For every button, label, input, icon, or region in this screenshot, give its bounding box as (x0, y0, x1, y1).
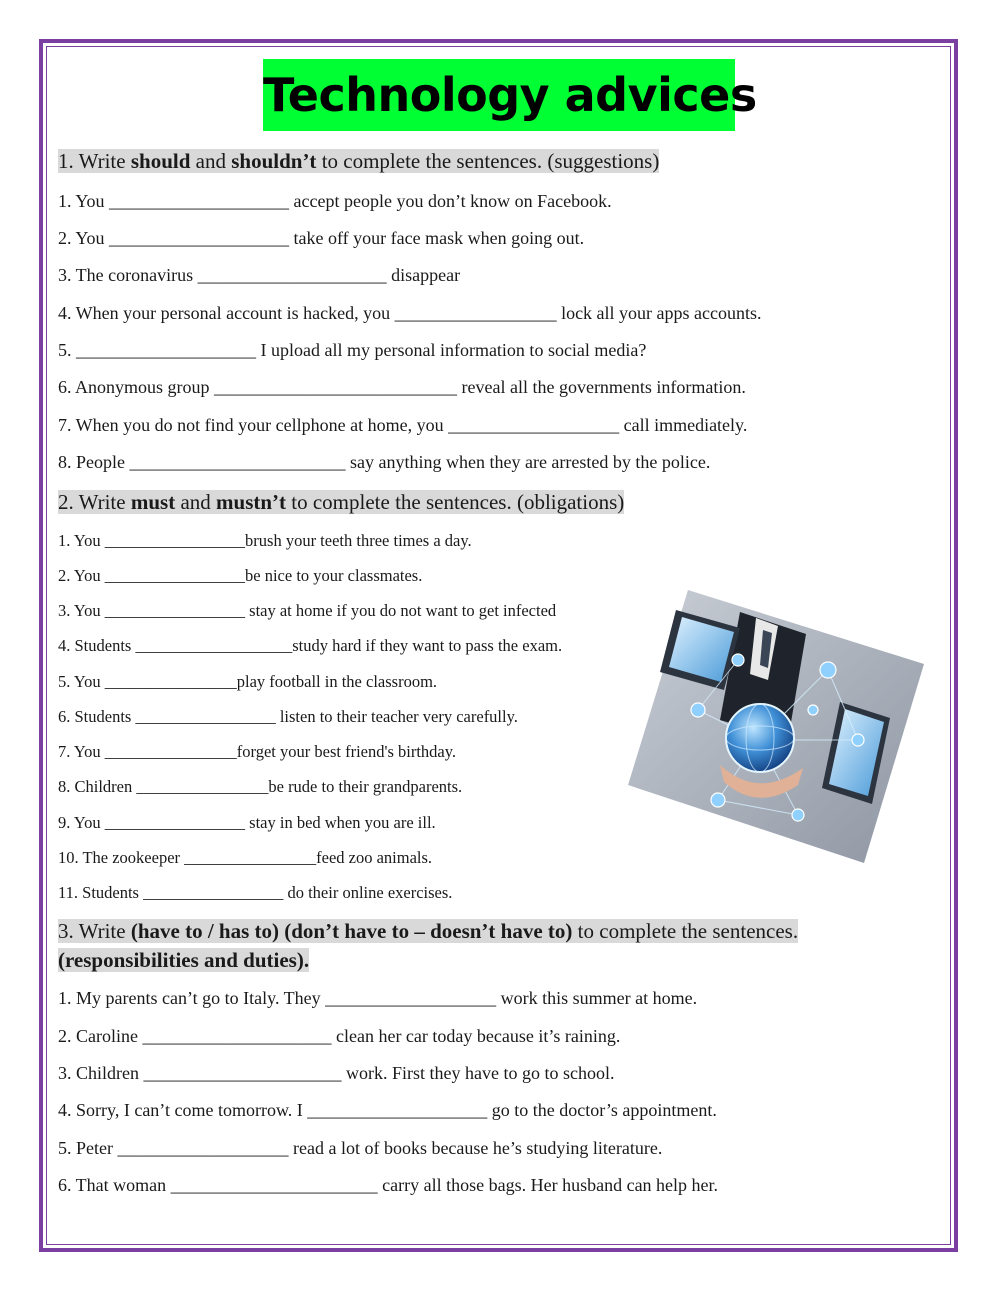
section2-sentence: 1. You _________________brush your teeth three times a day. (58, 531, 472, 550)
section1-sentence: 7. When you do not find your cellphone at home, you ___________________ call immediately. (58, 415, 748, 435)
section2-heading-and: and (175, 490, 217, 514)
section2-sentence: 8. Children ________________be rude to their grandparents. (58, 777, 463, 796)
section3-heading-bold: (have to / has to) (don’t have to – doesn’t have to) (130, 919, 573, 943)
section2-sentence: 5. You ________________play football in the classroom. (58, 672, 438, 691)
globe (726, 704, 794, 772)
section2-sentence: 9. You _________________ stay in bed when you are ill. (58, 813, 436, 832)
section1-sentence: 5. ____________________ I upload all my personal information to social media? (58, 340, 647, 360)
section3-heading-rest: to complete the sentences. (572, 919, 799, 943)
section1-sentence: 3. The coronavirus _____________________ disappear (58, 265, 461, 285)
section3-sentence: 6. That woman _______________________ carry all those bags. Her husband can help her. (58, 1175, 719, 1195)
section3-sentence: 2. Caroline _____________________ clean her car today because it’s raining. (58, 1026, 621, 1046)
section2-sentence: 11. Students _________________ do their online exercises. (58, 883, 453, 902)
section2-sentence: 2. You _________________be nice to your classmates. (58, 566, 423, 585)
section2-heading-word2: mustn’t (216, 490, 287, 514)
section2-sentence: 3. You _________________ stay at home if you do not want to get infected (58, 601, 557, 620)
section1-sentence: 4. When your personal account is hacked, you __________________ lock all your apps accounts. (58, 303, 762, 323)
section1-heading-word1: should (130, 149, 191, 173)
section3-sentence: 1. My parents can’t go to Italy. They ___________________ work this summer at home. (58, 988, 698, 1008)
section2-heading (58, 490, 624, 515)
section2-heading-rest: to complete the sentences. (obligations) (286, 490, 625, 514)
section3-sentence: 4. Sorry, I can’t come tomorrow. I ____________________ go to the doctor’s appointment. (58, 1100, 717, 1120)
section2-heading-number: 2. Write (58, 490, 131, 514)
technology-illustration (628, 590, 924, 863)
section1-heading-number: 1. Write (58, 149, 131, 173)
section3-heading (58, 919, 798, 944)
section3-sentence: 5. Peter ___________________ read a lot of books because he’s studying literature. (58, 1138, 663, 1158)
section1-sentence: 8. People ________________________ say anything when they are arrested by the police. (58, 452, 711, 472)
section2-sentence: 10. The zookeeper ________________feed zoo animals. (58, 848, 433, 867)
section1-sentence: 6. Anonymous group ___________________________ reveal all the governments information. (58, 377, 746, 397)
section3-sentence: 3. Children ______________________ work. First they have to go to school. (58, 1063, 615, 1083)
section2-sentence: 6. Students _________________ listen to their teacher very carefully. (58, 707, 518, 726)
section2-heading-word1: must (130, 490, 176, 514)
section3-heading-line2 (58, 948, 309, 973)
section1-sentence: 2. You ____________________ take off your face mask when going out. (58, 228, 585, 248)
section2-sentence: 4. Students ___________________study hard if they want to pass the exam. (58, 636, 563, 655)
section1-sentence: 1. You ____________________ accept people you don’t know on Facebook. (58, 191, 612, 211)
section3-heading-number: 3. Write (58, 919, 131, 943)
section2-sentence: 7. You ________________forget your best friend's birthday. (58, 742, 457, 761)
section1-heading (58, 149, 659, 174)
section1-heading-and: and (190, 149, 232, 173)
worksheet-title: Technology advices (263, 59, 735, 131)
section1-heading-rest: to complete the sentences. (suggestions) (316, 149, 660, 173)
section1-heading-word2: shouldn’t (231, 149, 317, 173)
section3-heading-line2-text: (responsibilities and duties). (58, 948, 310, 972)
